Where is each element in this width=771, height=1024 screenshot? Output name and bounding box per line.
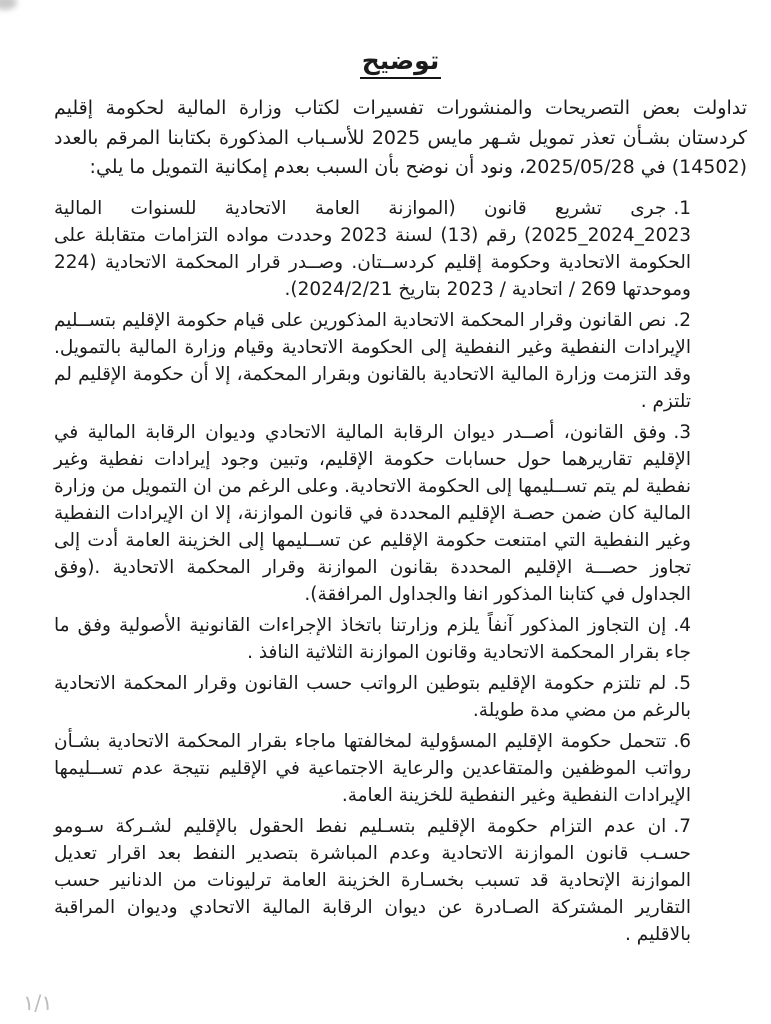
intro-paragraph: تداولت بعض التصريحات والمنشورات تفسيرات لكتاب وزارة المالية لحكومة إقليم كردستان بشـأن تعذر تمويل شـهر مايس 2025 للأسـباب المذكورة بكتابنا المرقم بالعدد (14502) في 2025/05/28، ونود أن نوضح بأن السبب بعدم إمكانية التمويل ما يلي: <box>54 97 747 178</box>
item-text: ان عدم التزام حكومة الإقليم بتسـليم نفط الحقول بالإقليم لشـركة سـومو حسـب قانون الموازنة الاتحادية وعدم المباشرة بتصدير النفط بعد اقرار تعديل الموازنة الإتحادية قد تسبب بخسـارة الخزينة العامة ترليونات من الدنانير حسب التقارير المشتركة الصـادرة عن ديوان الرقابة المالية الاتحادي وديوان المراقبة بالاقليم . <box>54 815 691 945</box>
list-item <box>54 612 691 666</box>
item-number: 2. <box>673 309 691 331</box>
item-number: 4. <box>673 614 691 636</box>
item-number: 3. <box>673 421 691 443</box>
item-number: 1. <box>673 197 691 219</box>
list-item <box>54 728 691 809</box>
item-number: 7. <box>673 815 691 837</box>
list-item <box>54 195 691 303</box>
item-number: 6. <box>673 730 691 752</box>
item-text: تتحمل حكومة الإقليم المسؤولية لمخالفتها ماجاء بقرار المحكمة الاتحادية بشـأن رواتب الموظفين والمتقاعدين والرعاية الاجتماعية في الإقليم نتيجة عدم تســليمها الإيرادات النفطية وغير النفطية للخزينة العامة. <box>54 730 691 806</box>
item-text: وفق القانون، أصــدر ديوان الرقابة المالية الاتحادي وديوان الرقابة المالية في الإقليم تقاريرهما حول حسابات حكومة الإقليم، وتبين وجود إيرادات نفطية وغير نفطية لم يتم تســليمها إلى الحكومة الاتحادية. وعلى الرغم من ان التمويل من وزارة المالية كان ضمن حصـة الإقليم المحددة في قانون الموازنة، إلا ان الإيرادات النفطية وغير النفطية التي امتنعت حكومة الإقليم عن تســليمها إلى الخزينة العامة أدت إلى تجاوز حصـــة الإقليم المحددة بقانون الموازنة وقرار المحكمة الاتحادية .(وفق الجداول في كتابنا المذكور انفا والجداول المرافقة). <box>54 421 691 605</box>
list-item <box>54 307 691 415</box>
page-number: ١/١ <box>23 991 53 1015</box>
numbered-list <box>54 195 691 948</box>
item-text: لم تلتزم حكومة الإقليم بتوطين الرواتب حسب القانون وقرار المحكمة الاتحادية بالرغم من مضي مدة طويلة. <box>54 672 691 721</box>
document-title: توضيح <box>360 46 441 79</box>
item-text: جرى تشريع قانون (الموازنة العامة الاتحادية للسنوات المالية 2023_2024_2025) رقم (13) لسنة 2023 وحددت مواده التزامات متقابلة على الحكومة الاتحادية وحكومة إقليم كردســتان. وصــدر قرار المحكمة الاتحادية (224 وموحدتها 269 / اتحادية / 2023 بتاريخ 2024/2/21). <box>54 197 691 300</box>
list-item <box>54 813 691 948</box>
scan-smudge <box>0 0 17 10</box>
item-number: 5. <box>673 672 691 694</box>
list-item <box>54 670 691 724</box>
list-item <box>54 419 691 608</box>
item-text: نص القانون وقرار المحكمة الاتحادية المذكورين على قيام حكومة الإقليم بتســليم الإيرادات النفطية وغير النفطية إلى الحكومة الاتحادية وقيام وزارة المالية بالتمويل. وقد التزمت وزارة المالية الاتحادية بالقانون وبقرار المحكمة، إلا أن حكومة الإقليم لم تلتزم . <box>54 309 691 412</box>
item-text: إن التجاوز المذكور آنفاً يلزم وزارتنا باتخاذ الإجراءات القانونية الأصولية وفق ما جاء بقرار المحكمة الاتحادية وقانون الموازنة الثلاثية النافذ . <box>54 614 691 663</box>
